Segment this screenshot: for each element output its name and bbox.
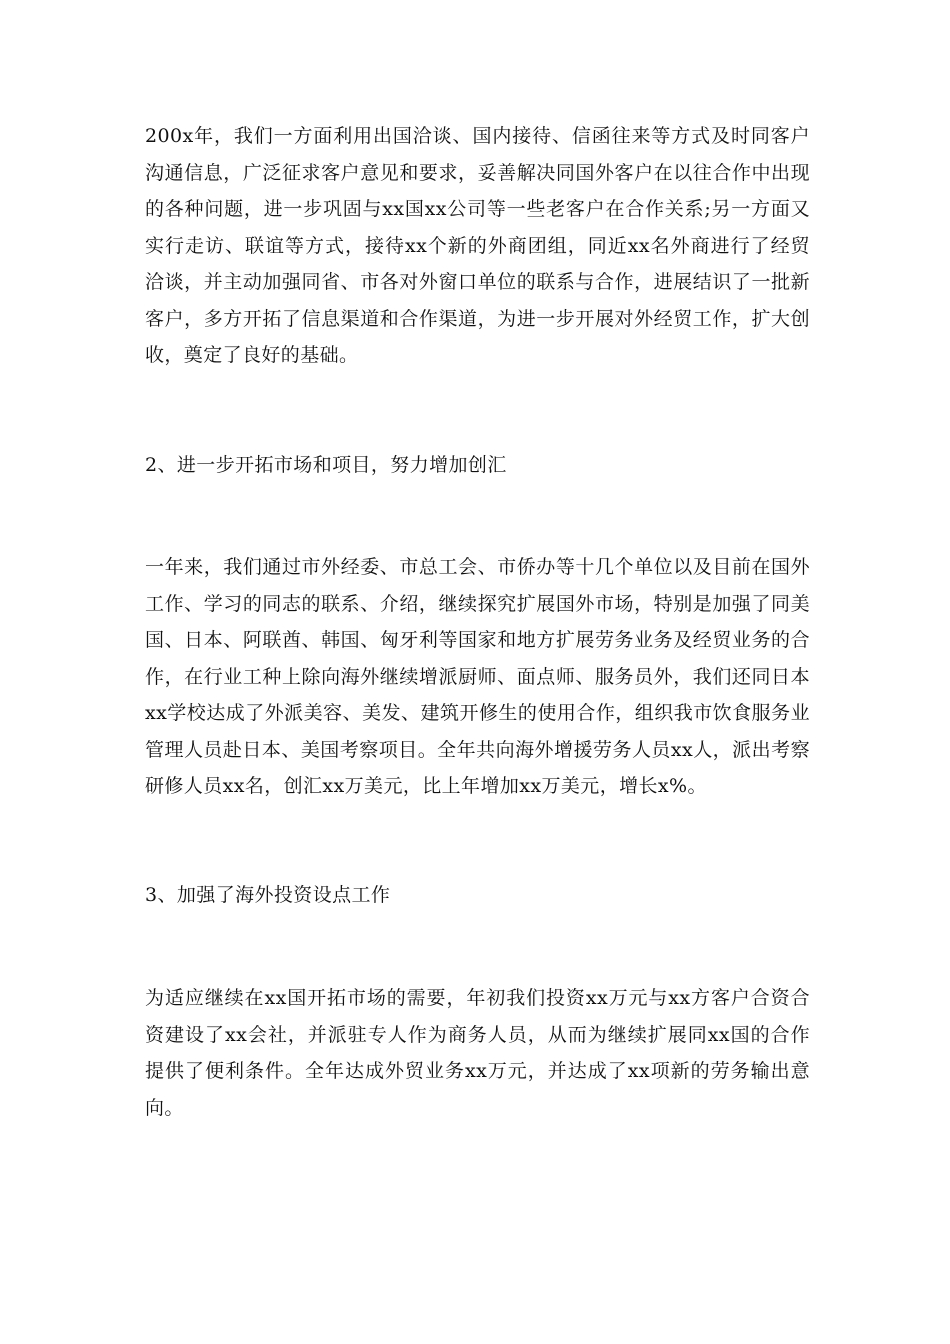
section-heading-3: 3、加强了海外投资设点工作 — [145, 884, 391, 906]
paragraph-overseas-investment: 为适应继续在xx国开拓市场的需要，年初我们投资xx万元与xx方客户合资合资建设了xx会社，并派驻专人作为商务人员，从而为继续扩展同xx国的合作提供了便利条件。全年达成外贸业务xx万元，并达成了xx项新的劳务输出意向。 — [145, 987, 810, 1119]
section-heading-2: 2、进一步开拓市场和项目，努力增加创汇 — [145, 454, 507, 476]
paragraph-customer-relations: 200x年，我们一方面利用出国洽谈、国内接待、信函往来等方式及时同客户沟通信息，广泛征求客户意见和要求，妥善解决同国外客户在以往合作中出现的各种问题，进一步巩固与xx国xx公司等一些老客户在合作关系;另一方面又实行走访、联谊等方式，接待xx个新的外商团组，同近xx名外商进行了经贸洽谈，并主动加强同省、市各对外窗口单位的联系与合作，进展结识了一批新客户，多方开拓了信息渠道和合作渠道，为进一步开展对外经贸工作，扩大创收，奠定了良好的基础。 — [145, 125, 810, 366]
paragraph-market-expansion: 一年来，我们通过市外经委、市总工会、市侨办等十几个单位以及目前在国外工作、学习的同志的联系、介绍，继续探究扩展国外市场，特别是加强了同美国、日本、阿联酋、韩国、匈牙利等国家和地方扩展劳务业务及经贸业务的合作，在行业工种上除向海外继续增派厨师、面点师、服务员外，我们还同日本xx学校达成了外派美容、美发、建筑开修生的使用合作，组织我市饮食服务业管理人员赴日本、美国考察项目。全年共向海外增援劳务人员xx人，派出考察研修人员xx名，创汇xx万美元，比上年增加xx万美元，增长x%。 — [145, 556, 810, 797]
